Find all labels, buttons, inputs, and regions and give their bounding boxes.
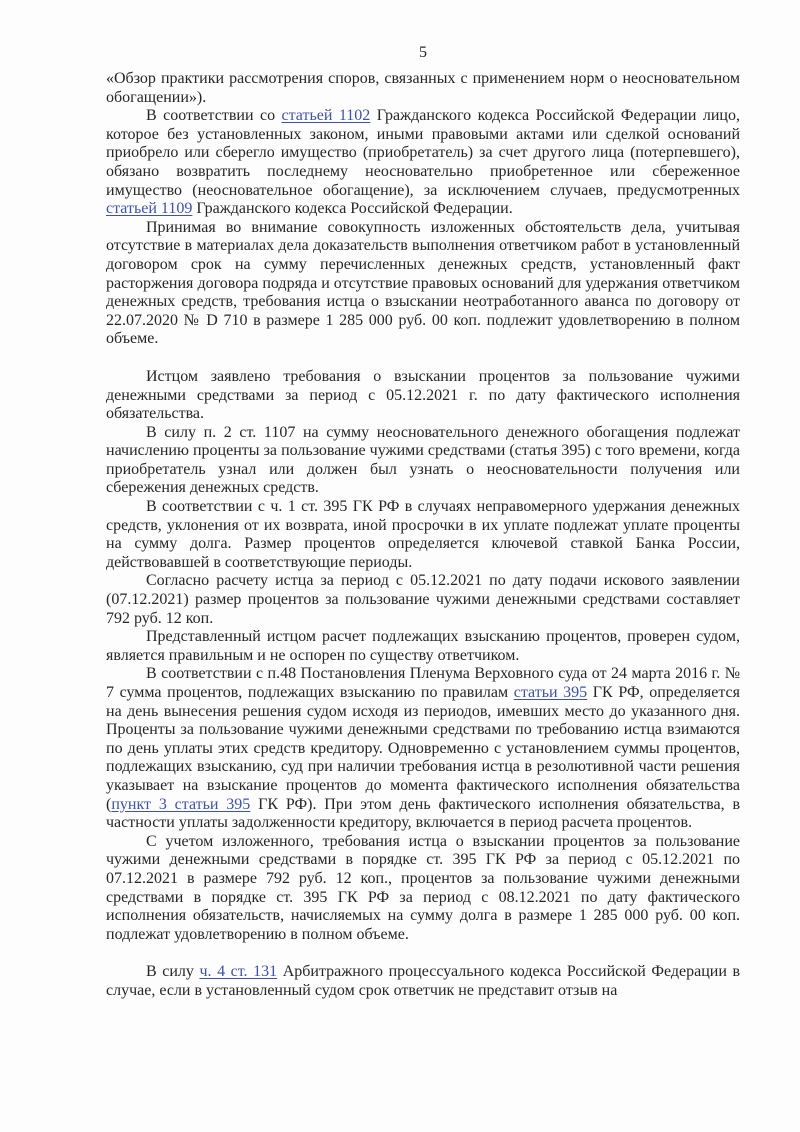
paragraph-text: С учетом изложенного, требования истца о взыскании процентов за пользование чужими денежными средствами в порядке ст. 395 ГК РФ за период с 05.12.2021 по 07.12.2021 в размере 792 руб. 12 коп., процентов за пользование чужими денежными средствами в порядке ст. 395 ГК РФ за период с 08.12.2021 по дату фактического исполнения обязательств, начисляемых на сумму долга в размере 1 285 000 руб. 00 коп. подлежат удовлетворению в полном объеме.: [106, 832, 740, 943]
paragraph: [106, 424, 740, 498]
paragraph-text: ГК РФ). При этом день фактического исполнения обязательства, в частности уплаты задолженности кредитору, включается в период расчета процентов.: [106, 795, 740, 832]
paragraph-text: Гражданского кодекса Российской Федерации.: [192, 200, 513, 218]
paragraph-text: Представленный истцом расчет подлежащих взысканию процентов, проверен судом, является правильным и не оспорен по существу ответчиком.: [106, 628, 740, 664]
paragraph: [106, 665, 740, 832]
paragraph: [106, 498, 740, 572]
paragraph-text: Согласно расчету истца за период с 05.12.2021 по дату подачи искового заявлении (07.12.2021) размер процентов за пользование чужими денежными средствами составляет 792 руб. 12 коп.: [106, 572, 740, 627]
paragraph-text: Истцом заявлено требования о взыскании процентов за пользование чужими денежными средствами за период с 05.12.2021 г. по дату фактического исполнения обязательства.: [106, 367, 740, 423]
paragraph-text: «Обзор практики рассмотрения споров, связанных с применением норм о неосновательном обогащении»).: [106, 70, 740, 106]
paragraph-text: ГК РФ, определяется на день вынесения решения судом исходя из периодов, имевших место до указанного дня. Проценты за пользование чужими денежными средствами по требованию истца взимаются по день уплаты этих средств кредитору. Одновременно с установлением суммы процентов, подлежащих взысканию, суд при наличии требования истца в резолютивной части решения указывает на взыскание процентов до момента фактического исполнения обязательства (: [106, 684, 741, 813]
paragraph-text: В соответствии с ч. 1 ст. 395 ГК РФ в случаях неправомерного удержания денежных средств, уклонения от их возврата, иной просрочки в их уплате подлежат уплате проценты на сумму долга. Размер процентов определяется ключевой ставкой Банка России, действовавшей в соответствующие периоды.: [106, 498, 740, 571]
paragraph: [106, 572, 740, 628]
page-number: 5: [419, 44, 427, 61]
paragraph: [106, 833, 740, 945]
article-link[interactable]: статьи 395: [513, 684, 588, 701]
paragraph: [106, 963, 740, 1000]
paragraph-text: В соответствии со: [146, 107, 282, 125]
paragraph: [106, 219, 740, 349]
article-link[interactable]: пункт 3 статьи 395: [111, 795, 251, 813]
paragraph: [106, 70, 740, 107]
paragraph-text: Гражданского кодекса Российской Федерации лицо, которое без установленных законом, иными правовыми актами или сделкой оснований приобрело или сберегло имущество (приобретатель) за счет другого лица (потерпевшего), обязано возвратить последнему неосновательно приобретенное или сбереженное имущество (неосновательное обогащение), за исключением случаев, предусмотренных: [106, 107, 740, 199]
paragraph-text: Принимая во внимание совокупность изложенных обстоятельств дела, учитывая отсутствие в материалах дела доказательств выполнения ответчиком работ в установленный договором срок на сумму перечисленных денежных средств, установленный факт расторжения договора подряда и отсутствие правовых оснований для удержания ответчиком денежных средств, требования истца о взыскании неотработанного аванса по договору от 22.07.2020 № D 710 в размере 1 285 000 руб. 00 коп. подлежит удовлетворению в полном объеме.: [106, 218, 740, 348]
document-body: [106, 70, 740, 1001]
article-link[interactable]: статьей 1109: [106, 200, 193, 218]
paragraph-text: В соответствии с п.48 Постановления Пленума Верховного суда от 24 марта 2016 г. № 7 сумма процентов, подлежащих взысканию по правилам: [106, 665, 740, 701]
paragraph: [106, 628, 740, 665]
paragraph-text: Арбитражного процессуального кодекса Российской Федерации в случае, если в установленный судом срок ответчик не представит отзыв на: [106, 963, 741, 999]
paragraph: [106, 368, 740, 424]
article-link[interactable]: статьей 1102: [281, 107, 371, 125]
paragraph: [106, 107, 740, 219]
paragraph-text: В силу п. 2 ст. 1107 на сумму неосновательного денежного обогащения подлежат начислению проценты за пользование чужими средствами (статья 395) с того времени, когда приобретатель узнал или должен был узнать о неосновательности получения или сбережения денежных средств.: [106, 423, 740, 497]
article-link[interactable]: ч. 4 ст. 131: [199, 963, 278, 981]
paragraph-text: В силу: [146, 963, 200, 981]
